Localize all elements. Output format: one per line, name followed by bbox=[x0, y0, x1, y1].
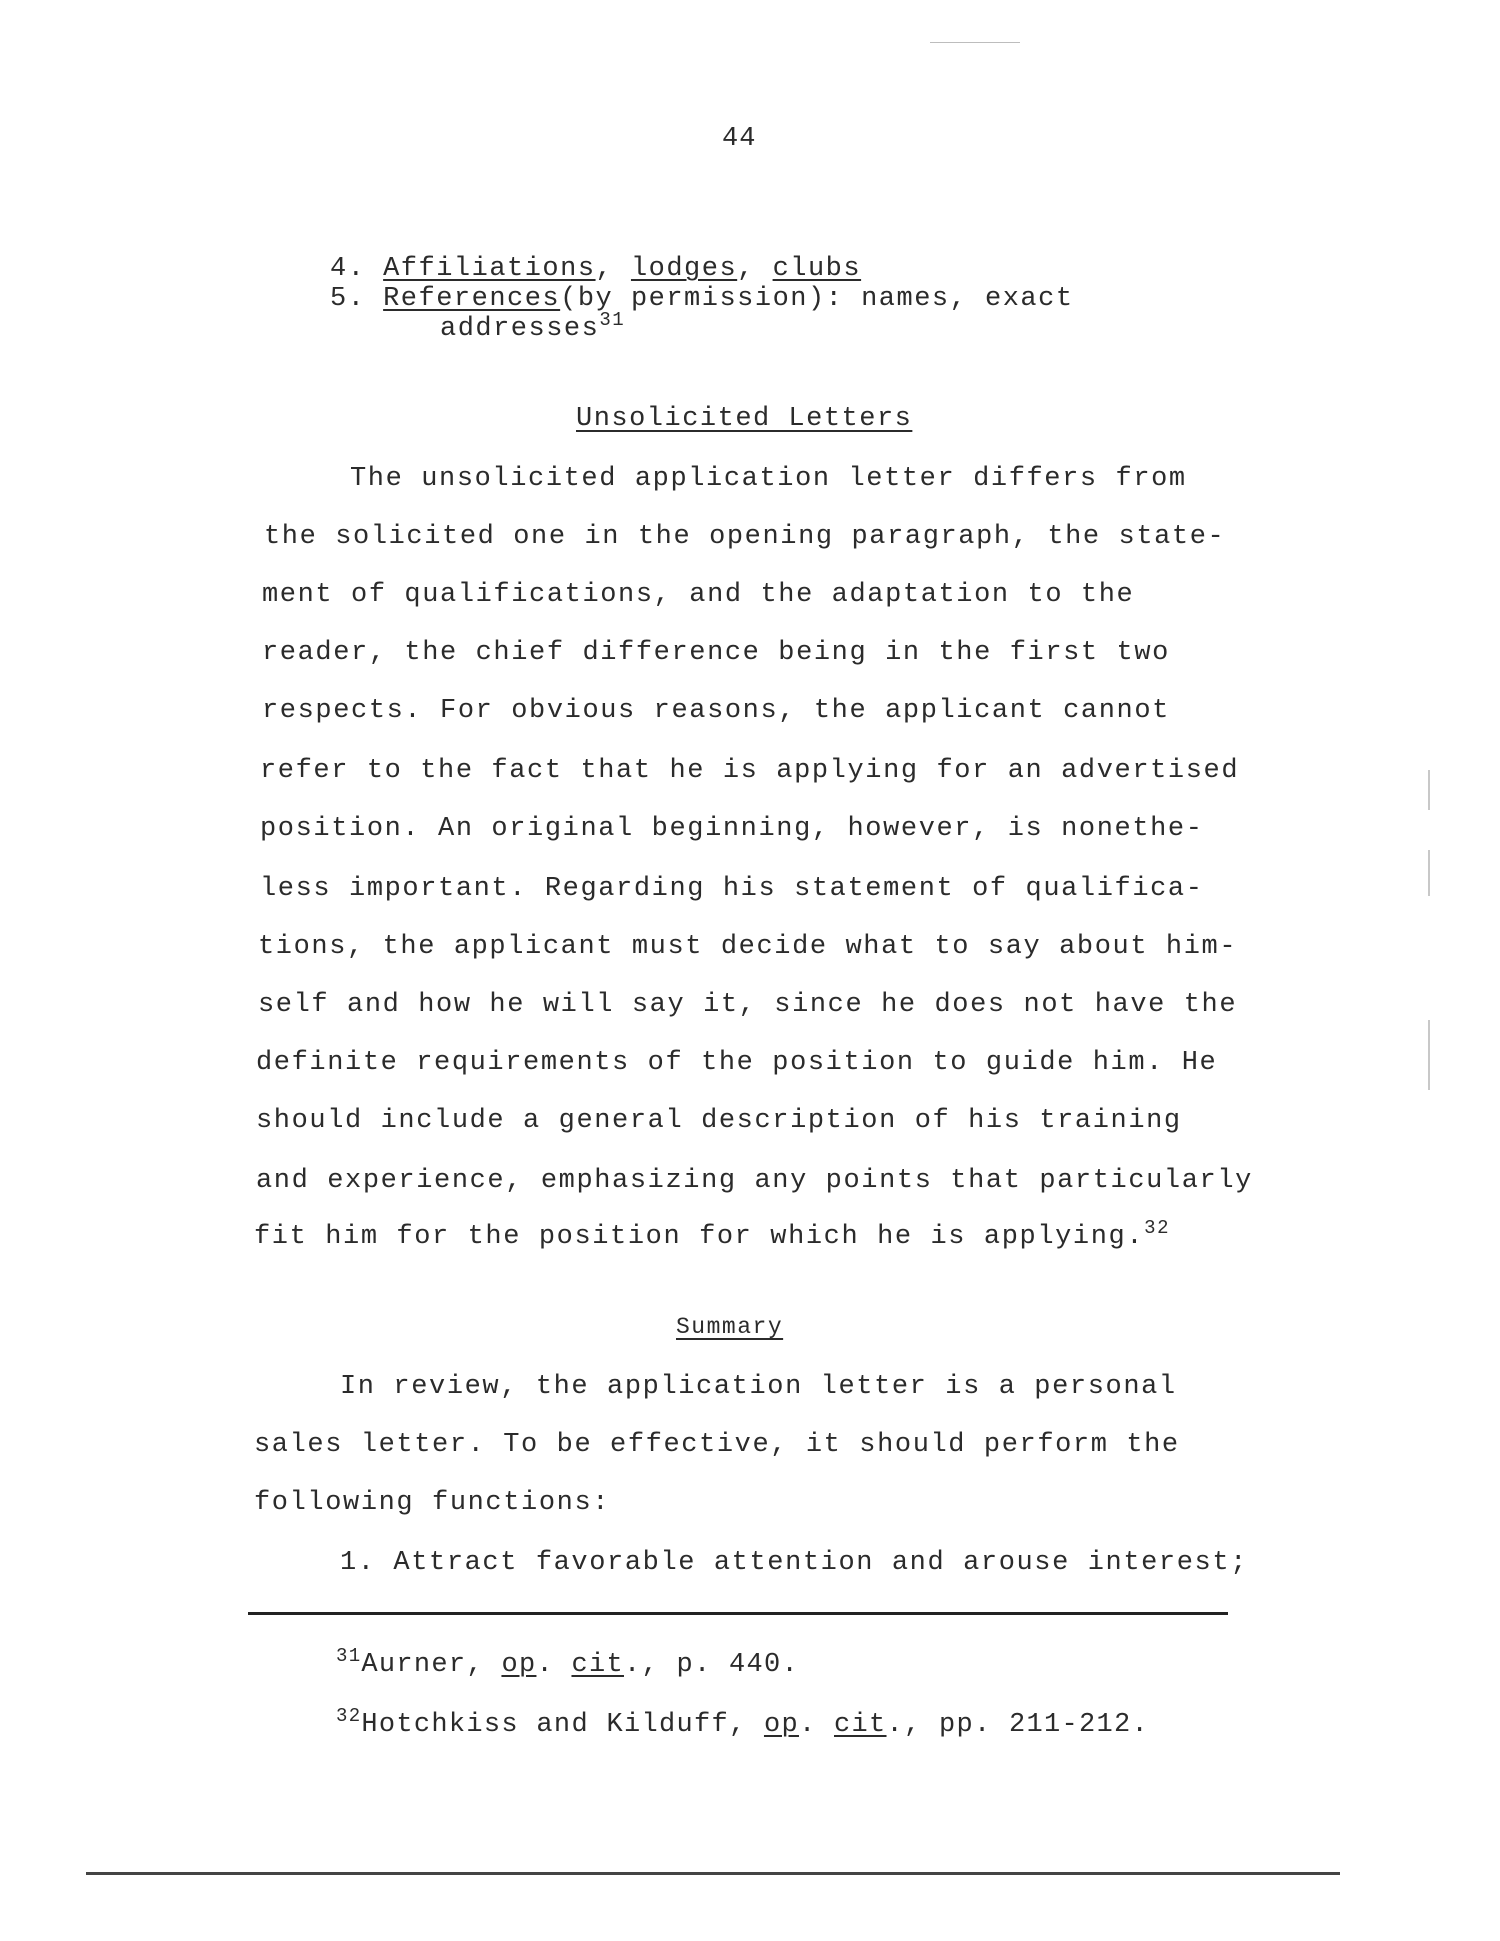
footnote-number: 32 bbox=[336, 1705, 362, 1727]
paragraph-line: sales letter. To be effective, it should perform the bbox=[254, 1430, 1180, 1460]
list-item-text: (by permission): names, exact bbox=[560, 284, 1074, 314]
paragraph-line: ment of qualifications, and the adaptation to the bbox=[262, 580, 1135, 610]
paragraph-line: reader, the chief difference being in the first two bbox=[262, 638, 1170, 668]
footnote-separator bbox=[248, 1612, 1228, 1615]
footnote-number: 31 bbox=[336, 1645, 362, 1667]
paragraph-line: should include a general description of his training bbox=[256, 1106, 1182, 1136]
list-item-text: lodges bbox=[630, 254, 738, 284]
footnote-ref: 32 bbox=[1144, 1217, 1171, 1239]
list-item-text: Affiliations bbox=[383, 254, 596, 284]
paragraph-line: self and how he will say it, since he does not have the bbox=[258, 990, 1238, 1020]
paragraph-line: less important. Regarding his statement of qualifica- bbox=[260, 874, 1204, 904]
footnote-text: op bbox=[501, 1650, 537, 1680]
footnote-ref: 31 bbox=[599, 309, 626, 331]
list-item-number: 5. bbox=[330, 284, 366, 314]
list-item-4: 4. Affiliations, lodges, clubs bbox=[330, 254, 862, 284]
scan-mark bbox=[930, 42, 1020, 43]
list-item-number: 4. bbox=[330, 254, 366, 284]
paragraph-line: following functions: bbox=[254, 1488, 611, 1518]
paragraph-line bbox=[254, 1217, 1171, 1252]
list-item-text: addresses bbox=[440, 314, 600, 344]
footnote-text: ., p. 440. bbox=[623, 1650, 800, 1680]
scan-mark bbox=[1428, 1020, 1430, 1090]
footnote-text: cit bbox=[571, 1650, 624, 1680]
footnote-31: $^{31}$Aurner, op. cit., p. 440. bbox=[336, 1645, 800, 1680]
list-item-text: References bbox=[383, 284, 561, 314]
paragraph-line: the solicited one in the opening paragraph, the state- bbox=[264, 522, 1226, 552]
page-number: 44 bbox=[722, 124, 757, 154]
footnote-text: ., pp. 211-212. bbox=[886, 1710, 1150, 1740]
paragraph-line: tions, the applicant must decide what to say about him- bbox=[258, 932, 1238, 962]
footnote-text: op bbox=[763, 1710, 799, 1740]
paragraph-line: and experience, emphasizing any points that particularly bbox=[256, 1166, 1253, 1196]
scan-mark bbox=[1428, 850, 1430, 896]
list-item-5 bbox=[330, 284, 1074, 314]
list-item-text: clubs bbox=[772, 254, 862, 284]
paragraph-line: refer to the fact that he is applying for an advertised bbox=[260, 756, 1240, 786]
paragraph-line: definite requirements of the position to guide him. He bbox=[256, 1048, 1218, 1078]
section-heading-unsolicited: Unsolicited Letters bbox=[576, 404, 913, 434]
list-item-5-continuation bbox=[440, 309, 626, 344]
footnote-text: Hotchkiss and Kilduff, bbox=[361, 1710, 764, 1740]
footnote-text: cit bbox=[834, 1710, 887, 1740]
paragraph-line-text: fit him for the position for which he is applying. bbox=[254, 1222, 1145, 1252]
scan-edge-line bbox=[86, 1872, 1340, 1875]
paragraph-line: respects. For obvious reasons, the applicant cannot bbox=[262, 696, 1170, 726]
footnote-32: $^{32}$Hotchkiss and Kilduff, op. cit., pp. 211-212. bbox=[336, 1705, 1150, 1740]
paragraph-line: position. An original beginning, however, is nonethe- bbox=[260, 814, 1204, 844]
scan-mark bbox=[1428, 770, 1430, 810]
section-heading-summary: Summary bbox=[676, 1314, 784, 1340]
paragraph-line: In review, the application letter is a personal bbox=[340, 1372, 1177, 1402]
paragraph-line: The unsolicited application letter differs from bbox=[350, 464, 1187, 494]
list-item-function: 1. Attract favorable attention and arouse interest; bbox=[340, 1548, 1248, 1578]
footnote-text: Aurner, bbox=[361, 1650, 502, 1680]
